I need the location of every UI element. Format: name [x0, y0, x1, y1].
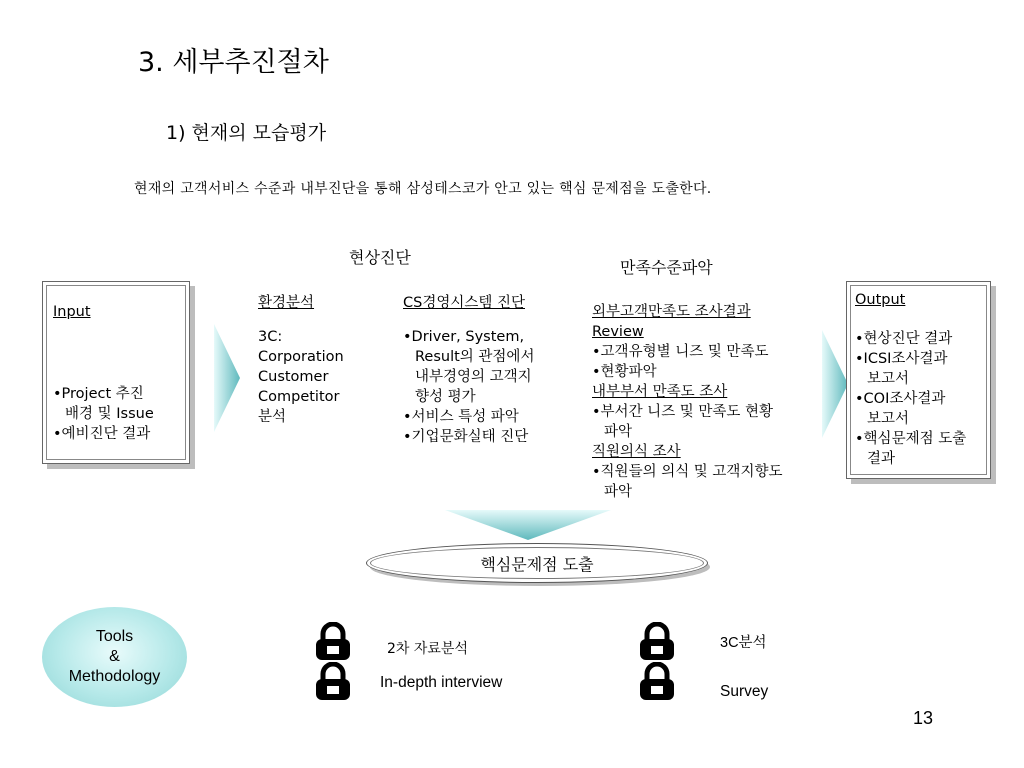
- diagnosis-header: 현상진단: [349, 248, 411, 267]
- external-survey-item: •고객유형별 니즈 및 만족도: [592, 344, 769, 360]
- input-item: 배경 및 Issue: [65, 406, 154, 422]
- padlock-icon: [637, 662, 677, 702]
- internal-survey-item: •부서간 니즈 및 만족도 현황: [592, 404, 774, 420]
- padlock-icon: [637, 622, 677, 662]
- employee-survey-item: •직원들의 의식 및 고객지향도: [592, 464, 783, 480]
- method-secondary-data: 2차 자료분석: [387, 641, 468, 657]
- env-analysis-column: [258, 293, 344, 427]
- cs-diagnosis-line: •기업문화실태 진단: [403, 429, 529, 445]
- internal-survey-title: 내부부서 만족도 조사: [592, 384, 728, 400]
- output-item: 결과: [867, 451, 896, 467]
- env-analysis-title: 환경분석: [258, 295, 315, 311]
- env-analysis-line: 분석: [258, 409, 287, 425]
- external-survey-title: 외부고객만족도 조사결과: [592, 304, 751, 320]
- padlock-icon: [313, 662, 353, 702]
- padlock-icon: [313, 622, 353, 662]
- core-problem-ellipse: [366, 543, 712, 589]
- input-title: Input: [53, 304, 91, 320]
- external-survey-item: •현황파악: [592, 364, 657, 380]
- cs-diagnosis-line: 내부경영의 고객지: [415, 369, 532, 385]
- triangle-arrow-icon: [822, 330, 848, 438]
- method-in-depth-interview: In-depth interview: [380, 674, 503, 691]
- intro-text: 현재의 고객서비스 수준과 내부진단을 통해 삼성테스코가 안고 있는 핵심 문제점을 도출한다.: [134, 181, 712, 197]
- output-title: Output: [855, 292, 906, 308]
- employee-survey-title: 직원의식 조사: [592, 444, 681, 460]
- employee-survey-item: 파악: [604, 484, 633, 500]
- env-analysis-line: 3C:: [258, 329, 283, 345]
- cs-diagnosis-line: 향성 평가: [415, 389, 476, 405]
- method-3c-analysis: 3C분석: [720, 635, 767, 651]
- page-title: 3. 세부추진절차: [138, 47, 329, 78]
- tools-label: Tools: [95, 628, 134, 645]
- cs-diagnosis-line: •서비스 특성 파악: [403, 409, 519, 425]
- cs-diagnosis-line: •Driver, System,: [403, 329, 525, 345]
- cs-diagnosis-body: [403, 327, 534, 447]
- env-analysis-line: Competitor: [258, 389, 340, 405]
- output-item: •핵심문제점 도출: [855, 431, 967, 447]
- output-items: [855, 329, 966, 469]
- ellipse-body: [366, 543, 708, 583]
- triangle-arrow-icon: [214, 324, 240, 432]
- output-item: •현상진단 결과: [855, 331, 953, 347]
- cs-diagnosis-title: CS경영시스템 진단: [403, 295, 525, 311]
- input-item: •Project 추진: [53, 386, 144, 402]
- section-subtitle: 1) 현재의 모습평가: [166, 122, 327, 144]
- method-survey: Survey: [720, 683, 769, 700]
- env-analysis-line: Corporation: [258, 349, 344, 365]
- env-analysis-line: Customer: [258, 369, 329, 385]
- internal-survey-item: 파악: [604, 424, 633, 440]
- cs-diagnosis-line: Result의 관점에서: [415, 349, 535, 365]
- output-item: 보고서: [867, 411, 910, 427]
- input-item: •예비진단 결과: [53, 426, 151, 442]
- output-item: 보고서: [867, 371, 910, 387]
- env-analysis-body: [258, 327, 344, 427]
- tools-methodology-badge: [42, 607, 187, 707]
- output-item: •ICSI조사결과: [855, 351, 948, 367]
- input-items: [53, 384, 154, 444]
- output-item: •COI조사결과: [855, 391, 946, 407]
- satisfaction-column: [592, 302, 782, 502]
- cs-diagnosis-column: [403, 293, 534, 447]
- tools-ampersand: &: [109, 648, 120, 665]
- page-number: 13: [913, 708, 934, 728]
- core-problem-label: 핵심문제점 도출: [480, 554, 594, 574]
- down-triangle-arrow-icon: [445, 510, 611, 540]
- external-survey-title-2: Review: [592, 324, 644, 340]
- satisfaction-header: 만족수준파악: [620, 258, 713, 277]
- methodology-label: Methodology: [68, 668, 161, 685]
